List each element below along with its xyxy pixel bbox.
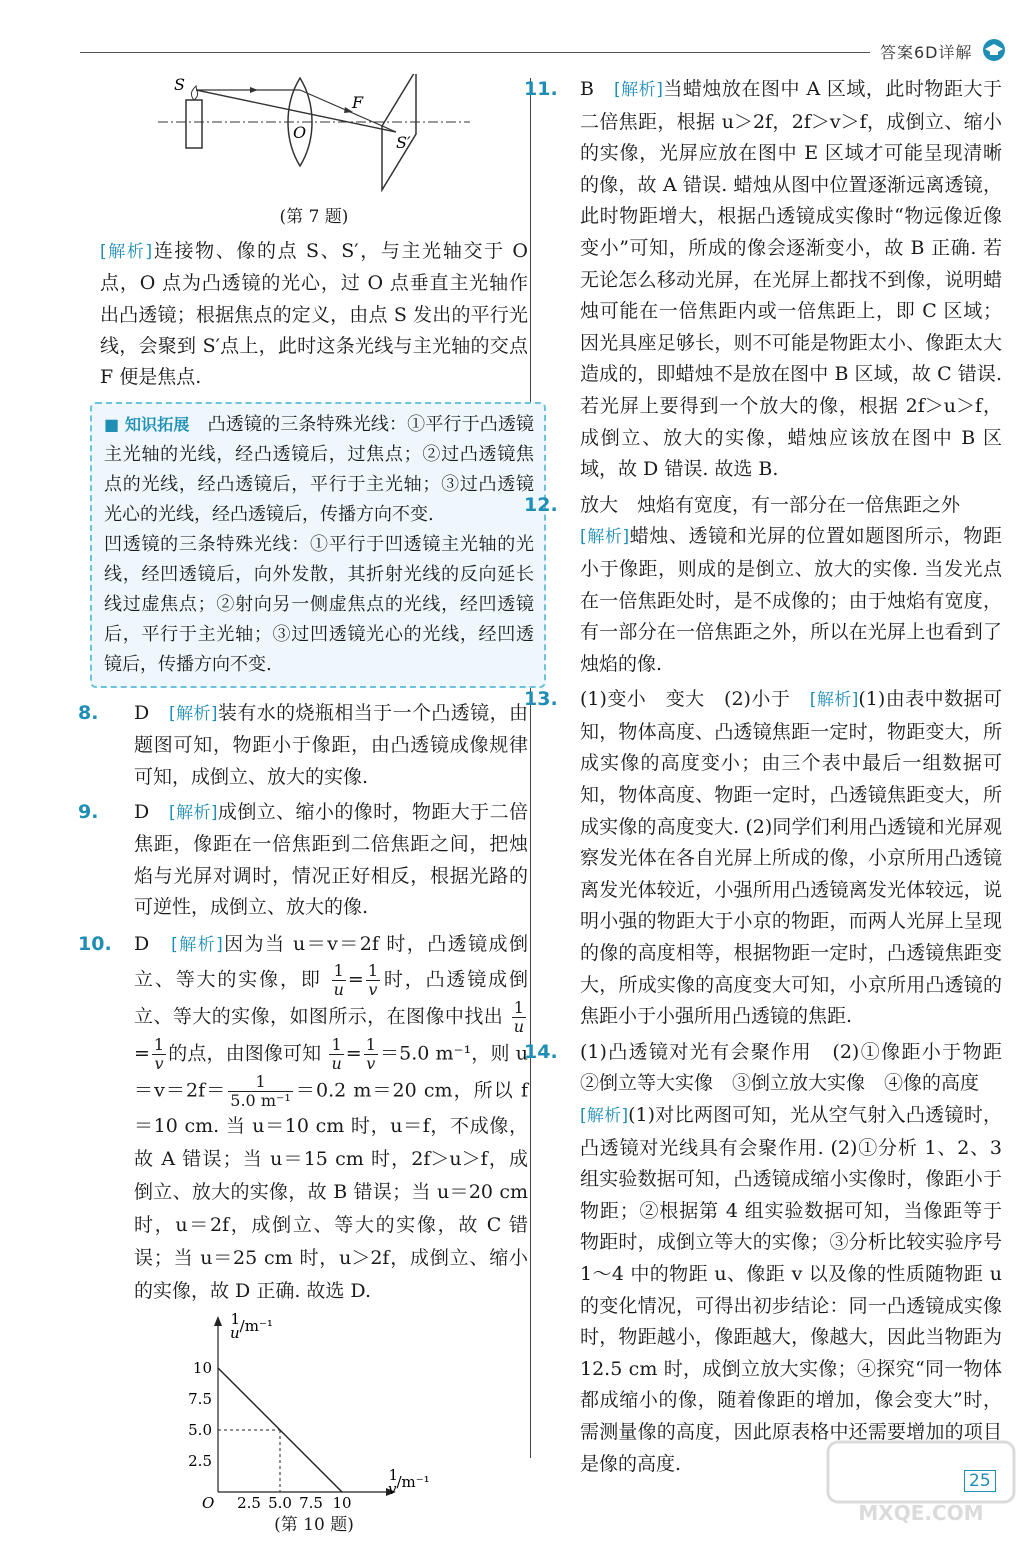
svg-text:MXQE.COM: MXQE.COM (858, 1501, 984, 1525)
analysis-text-1: 因为当 u＝v＝2f 时，凸透镜成倒立、等大的实像，即 (134, 932, 529, 991)
label-F: F (352, 93, 364, 112)
fraction-1-over-u: $\frac{1}{u}$ (513, 997, 524, 1036)
analysis-tag: [解析] (169, 703, 218, 724)
analysis-text: (1)对比两图可知，光从空气射入凸透镜时，凸透镜对光线具有会聚作用. (2)①分析 1、2、3 组实验数据可知，凸透镜成缩小实像时，像距小于物距；②根据第 4 组实验数据可知，当像距等于物距时，成倒立等大的实像；③分析比较实验序号 1～4 中的物距 u、像距 v 以及像的性质随物距 u 的变化情况，可得出初步结论：同一凸透镜成实像时，物距越小，像距越大，像越大，因此当物距为 12.5 cm 时，成倒立放大实像；④探究“同一物体都成缩小的像，随着像距的增加，像会变大”时，需测量像的高度，因此原表格中还需要增加的项目是像的高度. (580, 1104, 1003, 1475)
analysis-tag: [解析] (171, 934, 223, 955)
question-8 (78, 698, 528, 793)
fraction-1-over-5: $\frac{1}{\text{5.0 m⁻¹}}$ (230, 1071, 291, 1110)
analysis-7-text: 连接物、像的点 S、S′，与主光轴交于 O 点，O 点为凸透镜的光心，过 O 点垂直主光轴作出凸透镜；根据焦点的定义，由点 S 发出的平行光线，会聚到 S′点上，此时这条光线与主光轴的交点 F 便是焦点. (100, 239, 528, 389)
fraction-1-over-u: $\frac{1}{u}$ (331, 1034, 342, 1073)
question-number: 14. (524, 1040, 558, 1063)
answer: B (580, 78, 594, 100)
tip-label: ■ 知识拓展 (104, 414, 190, 434)
y-tick-label: 7.5 (188, 1389, 212, 1408)
question-number: 9. (78, 801, 99, 824)
analysis-tag: [解析] (580, 1106, 629, 1126)
analysis-text-3: 的点，由图像可知 (168, 1042, 322, 1065)
answer: D (134, 701, 150, 724)
analysis-text: 当蜡烛放在图中 A 区域，此时物距大于二倍焦距，根据 u＞2f，2f＞v＞f，成倒立、缩小的实像，光屏应放在图中 E 区域才可能呈现清晰的像，故 A 错误. 蜡烛从图中位置逐渐远离透镜，此时物距增大，根据凸透镜成实像时“物远像近像变小”可知，所成的像会逐渐变小，故 B 正确. 若无论怎么移动光屏，在光屏上都找不到像，说明蜡烛可能在一倍焦距内或一倍焦距上，即 C 区域；因光具座足够长，则不可能是物距太小、像距太大造成的，即蜡烛不是放在图中 B 区域，故 C 错误. 若光屏上要得到一个放大的像，根据 2f＞u＞f，成倒立、放大的实像，蜡烛应该放在图中 B 区域，故 D 错误. 故选 B. (580, 78, 1002, 481)
figure-7-caption: (第 7 题) (279, 207, 349, 228)
column-divider (530, 78, 531, 1458)
fraction-1-over-v: $\frac{1}{v}$ (367, 960, 379, 999)
page-number: 25 (964, 1470, 996, 1492)
question-number: 11. (524, 78, 558, 100)
header-rule (80, 52, 870, 53)
question-12 (524, 490, 1002, 681)
fraction-1-over-u: $\frac{1}{u}$ (333, 960, 344, 999)
analysis-7 (100, 236, 528, 394)
fraction-1-over-v: $\frac{1}{v}$ (365, 1034, 376, 1073)
question-number: 13. (524, 688, 558, 711)
right-column (524, 74, 1022, 1484)
label-O: O (293, 123, 307, 142)
header-brand: 答案6D详解 (880, 43, 973, 62)
left-column (78, 74, 535, 1544)
analysis-tag: [解析] (169, 803, 218, 824)
figure-10-graph (100, 1312, 528, 1512)
tip-paragraph-2: 凹透镜的三条特殊光线：①平行于凹透镜主光轴的光线，经凹透镜后，向外发散，其折射光线的反向延长线过虚焦点；②射向另一侧虚焦点的光线，经凹透镜后，平行于主光轴；③过凹透镜光心的光线，经凹透镜后，传播方向不变. (104, 533, 534, 675)
fraction-1-over-v: $\frac{1}{v}$ (153, 1034, 165, 1073)
question-9 (78, 797, 528, 924)
x-tick-label: 7.5 (299, 1493, 323, 1512)
analysis-tag: [解析] (580, 527, 630, 548)
analysis-tag: [解析] (614, 80, 663, 100)
analysis-text-4: ＝5.0 m⁻¹，则 u＝v＝2f＝ (134, 1042, 528, 1102)
question-number: 10. (78, 932, 112, 955)
graduation-cap-icon (982, 38, 1006, 62)
figure-7-diagram (100, 74, 528, 192)
y-tick-label: 10 (192, 1358, 212, 1377)
y-axis-label: 1 u/m⁻¹ (230, 1311, 273, 1342)
answer: (1)变小 变大 (2)小于 (580, 688, 791, 711)
analysis-tag: [解析] (809, 690, 859, 711)
x-tick-label: 10 (332, 1493, 352, 1512)
question-11 (524, 74, 1002, 486)
analysis-text: 成倒立、缩小的像时，物距大于二倍焦距，像距在一倍焦距到二倍焦距之间，把烛焰与光屏对调时，情况正好相反，根据光路的可逆性，成倒立、放大的像. (134, 801, 528, 919)
origin-label: O (202, 1493, 215, 1512)
y-tick-label: 2.5 (188, 1451, 212, 1470)
tip-paragraph-1: 凸透镜的三条特殊光线：①平行于凸透镜主光轴的光线，经凸透镜后，过焦点；②过凸透镜焦点的光线，经凸透镜后，平行于主光轴；③过凸透镜光心的光线，经凸透镜后，传播方向不变. (104, 413, 535, 525)
analysis-text: 装有水的烧瓶相当于一个凸透镜，由题图可知，物距小于像距，由凸透镜成像规律可知，成倒立、放大的实像. (134, 701, 528, 788)
question-10: 10. D [解析]因为当 u＝v＝2f 时，凸透镜成倒立、等大的实像，即 $\frac{1}{u}$ = $\frac{1}{v}$ 时，凸透镜成倒立、等大的实像，如图所示，在图像中找出 $\frac{1}{u}$ = $\frac{1}{v}$ 的点，由图像可知 $\frac{1}{u}$ = $\frac{1}{v}$ ＝5.0 m⁻¹，则 u＝v＝2f＝ $\frac{1}{\text{5.0 m⁻¹}}$ ＝0.2 m＝20 cm，所以 f＝10 cm. 当 u＝10 cm 时，u＝f，不成像，故 A 错误；当 u＝15 cm 时，2f＞u＞f，成倒立、放大的实像，故 B 错误；当 u＝20 cm 时，u＝2f，成倒立、等大的实像，故 C 错误；当 u＝25 cm 时，u＞2f，成倒立、缩小的实像，故 D 正确. 故选 D. (100, 928, 528, 1308)
answer: D (134, 932, 150, 955)
x-tick-label: 2.5 (237, 1493, 261, 1512)
answer: (1)凸透镜对光有会聚作用 (2)①像距小于物距 ②倒立等大实像 ③倒立放大实像 ④像的高度 (580, 1040, 1022, 1095)
answer: 放大 烛焰有宽度，有一部分在一倍焦距之外 (580, 493, 961, 516)
analysis-tag: [解析] (100, 241, 153, 262)
analysis-text-2: 时，凸透镜成倒立、等大的实像，如图所示，在图像中找出 (134, 968, 528, 1028)
y-tick-label: 5.0 (188, 1420, 212, 1439)
question-13 (524, 684, 1002, 1033)
label-S: S (174, 75, 185, 94)
watermark-logo (826, 1440, 1016, 1528)
answer: D (134, 801, 150, 824)
figure-10-caption: (第 10 题) (274, 1515, 354, 1536)
question-14 (524, 1037, 1022, 1480)
x-axis-label: 1 v/m⁻¹ (388, 1465, 430, 1498)
analysis-text-5: ＝0.2 m＝20 cm，所以 f＝10 cm. 当 u＝10 cm 时，u＝f，不成像，故 A 错误；当 u＝15 cm 时，2f＞u＞f，成倒立、放大的实像，故 B 错误；当 u＝20 cm 时，u＝2f，成倒立、等大的实像，故 C 错误；当 u＝25 cm 时，u＞2f，成倒立、缩小的实像，故 D 正确. 故选 D. (134, 1079, 528, 1302)
question-number: 8. (78, 701, 99, 724)
knowledge-extension-box (90, 402, 546, 688)
analysis-text: (1)由表中数据可知，物体高度、凸透镜焦距一定时，物距变大，所成实像的高度变小；由三个表中最后一组数据可知，物体高度、物距一定时，凸透镜焦距变大，所成实像的高度变大. (2)同学们利用凸透镜和光屏观察发光体在各自光屏上所成的像，小京所用凸透镜离发光体较近，小强所用凸透镜离发光体较远，说明小强的物距大于小京的物距，而两人光屏上呈现的像的高度相等，根据物距一定时，凸透镜焦距变大，所成实像的高度变大可知，小京所用凸透镜的焦距小于小强所用凸透镜的焦距. (580, 688, 1002, 1028)
x-tick-label: 5.0 (268, 1493, 292, 1512)
question-number: 12. (524, 493, 558, 516)
analysis-text: 蜡烛、透镜和光屏的位置如题图所示，物距小于像距，则成的是倒立、放大的实像. 当发光点在一倍焦距处时，是不成像的；由于烛焰有宽度，有一部分在一倍焦距之外，所以在光屏上也看到了烛焰的像. (580, 525, 1002, 675)
label-S-prime: S′ (396, 133, 411, 152)
